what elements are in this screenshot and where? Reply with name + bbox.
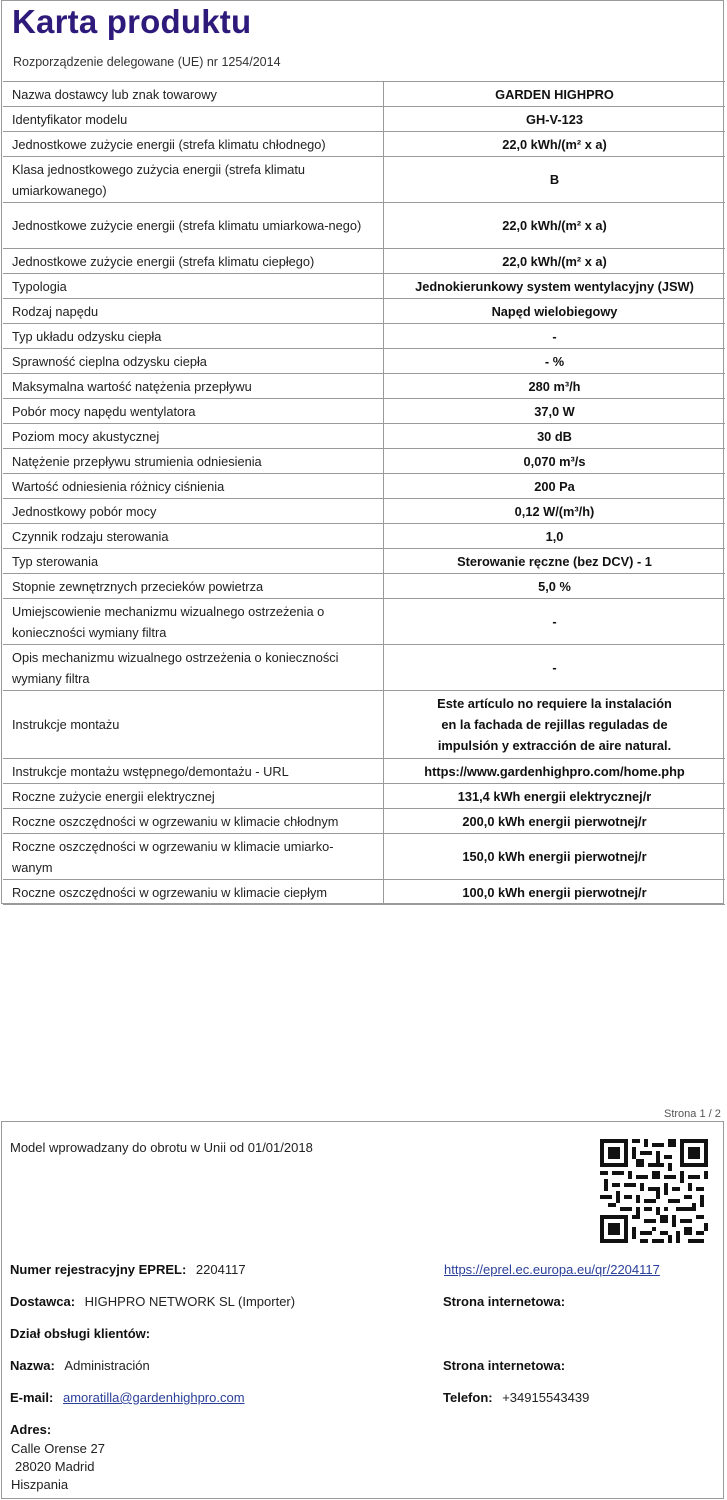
row-value: GARDEN HIGHPRO [384, 82, 726, 107]
eprel-label: Numer rejestracyjny EPREL: [10, 1262, 187, 1277]
table-row [3, 399, 725, 424]
customer-service-label: Dział obsługi klientów: [10, 1326, 151, 1341]
row-label: Opis mechanizmu wizualnego ostrzeżenia o konieczności wymiany filtra [3, 645, 384, 691]
table-row [3, 299, 725, 324]
supplier-value: HIGHPRO NETWORK SL (Importer) [84, 1294, 296, 1309]
row-label: Sprawność cieplna odzysku ciepła [3, 349, 384, 374]
table-row [3, 499, 725, 524]
eprel-link[interactable]: https://eprel.ec.europa.eu/qr/2204117 [444, 1262, 660, 1277]
contact-name-value: Administración [64, 1358, 150, 1373]
supplier-card [1, 1121, 724, 1499]
row-label: Typologia [3, 274, 384, 299]
table-row [3, 424, 725, 449]
eprel-number: 2204117 [195, 1262, 246, 1277]
row-label: Instrukcje montażu wstępnego/demontażu - URL [3, 759, 384, 784]
phone-label: Telefon: [443, 1390, 493, 1405]
row-value: 30 dB [384, 424, 726, 449]
row-value: - [384, 645, 726, 691]
row-label: Pobór mocy napędu wentylatora [3, 399, 384, 424]
table-row [3, 157, 725, 203]
row-value: Este artículo no requiere la instalación en la fachada de rejillas reguladas de impulsión y extracción de aire natural. [384, 691, 726, 759]
spec-table [3, 81, 725, 905]
row-label: Wartość odniesienia różnicy ciśnienia [3, 474, 384, 499]
table-row [3, 880, 725, 905]
table-row [3, 599, 725, 645]
page-title: Karta produktu [12, 3, 252, 40]
row-value: B [384, 157, 726, 203]
row-label: Jednostkowe zużycie energii (strefa klimatu chłodnego) [3, 132, 384, 157]
row-label: Nazwa dostawcy lub znak towarowy [3, 82, 384, 107]
address-label: Adres: [10, 1422, 52, 1437]
row-value: https://www.gardenhighpro.com/home.php [384, 759, 726, 784]
row-value: 22,0 kWh/(m² x a) [384, 203, 726, 249]
table-row [3, 549, 725, 574]
page-indicator: Strona 1 / 2 [664, 1108, 721, 1120]
row-label: Roczne zużycie energii elektrycznej [3, 784, 384, 809]
row-label: Typ układu odzysku ciepła [3, 324, 384, 349]
row-label: Rodzaj napędu [3, 299, 384, 324]
table-row [3, 784, 725, 809]
row-value: 22,0 kWh/(m² x a) [384, 249, 726, 274]
phone-value: +34915543439 [502, 1390, 590, 1405]
row-value: 22,0 kWh/(m² x a) [384, 132, 726, 157]
row-label: Umiejscowienie mechanizmu wizualnego ostrzeżenia o konieczności wymiany filtra [3, 599, 384, 645]
product-sheet [1, 0, 724, 904]
row-value: - % [384, 349, 726, 374]
row-value: - [384, 599, 726, 645]
table-row [3, 274, 725, 299]
row-value: Napęd wielobiegowy [384, 299, 726, 324]
email-label: E-mail: [10, 1390, 54, 1405]
table-row [3, 349, 725, 374]
table-row [3, 574, 725, 599]
address-line-3: Hiszpania [11, 1477, 69, 1492]
table-row [3, 132, 725, 157]
row-label: Czynnik rodzaju sterowania [3, 524, 384, 549]
table-row [3, 834, 725, 880]
table-row [3, 759, 725, 784]
row-label: Identyfikator modelu [3, 107, 384, 132]
service-website-label: Strona internetowa: [443, 1358, 566, 1373]
table-row [3, 82, 725, 107]
eprel-row [10, 1262, 246, 1277]
row-value: 5,0 % [384, 574, 726, 599]
row-value: 280 m³/h [384, 374, 726, 399]
address-line-1: Calle Orense 27 [11, 1441, 105, 1456]
row-value: 0,070 m³/s [384, 449, 726, 474]
row-value: 200,0 kWh energii pierwotnej/r [384, 809, 726, 834]
row-value: 0,12 W/(m³/h) [384, 499, 726, 524]
table-row [3, 203, 725, 249]
regulation-reference: Rozporządzenie delegowane (UE) nr 1254/2014 [13, 55, 281, 69]
model-market-note: Model wprowadzany do obrotu w Unii od 01/01/2018 [10, 1140, 313, 1155]
website-label: Strona internetowa: [443, 1294, 566, 1309]
row-value: 100,0 kWh energii pierwotnej/r [384, 880, 726, 905]
row-label: Roczne oszczędności w ogrzewaniu w klimacie chłodnym [3, 809, 384, 834]
qr-code-icon [600, 1139, 708, 1243]
row-value: Sterowanie ręczne (bez DCV) - 1 [384, 549, 726, 574]
table-row [3, 449, 725, 474]
row-value: 131,4 kWh energii elektrycznej/r [384, 784, 726, 809]
email-link[interactable]: amoratilla@gardenhighpro.com [62, 1390, 245, 1405]
row-label: Typ sterowania [3, 549, 384, 574]
table-row [3, 691, 725, 759]
row-label: Stopnie zewnętrznych przecieków powietrza [3, 574, 384, 599]
email-row [10, 1390, 245, 1405]
supplier-row [10, 1294, 295, 1309]
row-value: Jednokierunkowy system wentylacyjny (JSW) [384, 274, 726, 299]
row-value: 37,0 W [384, 399, 726, 424]
contact-name-label: Nazwa: [10, 1358, 55, 1373]
table-row [3, 809, 725, 834]
row-label: Maksymalna wartość natężenia przepływu [3, 374, 384, 399]
supplier-label: Dostawca: [10, 1294, 76, 1309]
row-label: Jednostkowe zużycie energii (strefa klimatu ciepłego) [3, 249, 384, 274]
row-label: Poziom mocy akustycznej [3, 424, 384, 449]
table-row [3, 645, 725, 691]
row-label: Jednostkowy pobór mocy [3, 499, 384, 524]
row-value: - [384, 324, 726, 349]
row-label: Natężenie przepływu strumienia odniesienia [3, 449, 384, 474]
table-row [3, 474, 725, 499]
row-label: Jednostkowe zużycie energii (strefa klimatu umiarkowa-nego) [3, 203, 384, 249]
row-label: Instrukcje montażu [3, 691, 384, 759]
row-value: GH-V-123 [384, 107, 726, 132]
table-row [3, 107, 725, 132]
table-row [3, 524, 725, 549]
table-row [3, 249, 725, 274]
table-row [3, 324, 725, 349]
row-value: 1,0 [384, 524, 726, 549]
contact-name-row [10, 1358, 150, 1373]
row-label: Klasa jednostkowego zużycia energii (strefa klimatu umiarkowanego) [3, 157, 384, 203]
table-row [3, 374, 725, 399]
row-value: 150,0 kWh energii pierwotnej/r [384, 834, 726, 880]
row-label: Roczne oszczędności w ogrzewaniu w klimacie umiarko-wanym [3, 834, 384, 880]
row-label: Roczne oszczędności w ogrzewaniu w klimacie ciepłym [3, 880, 384, 905]
row-value: 200 Pa [384, 474, 726, 499]
address-line-2: 28020 Madrid [15, 1459, 95, 1474]
phone-row [443, 1390, 589, 1405]
